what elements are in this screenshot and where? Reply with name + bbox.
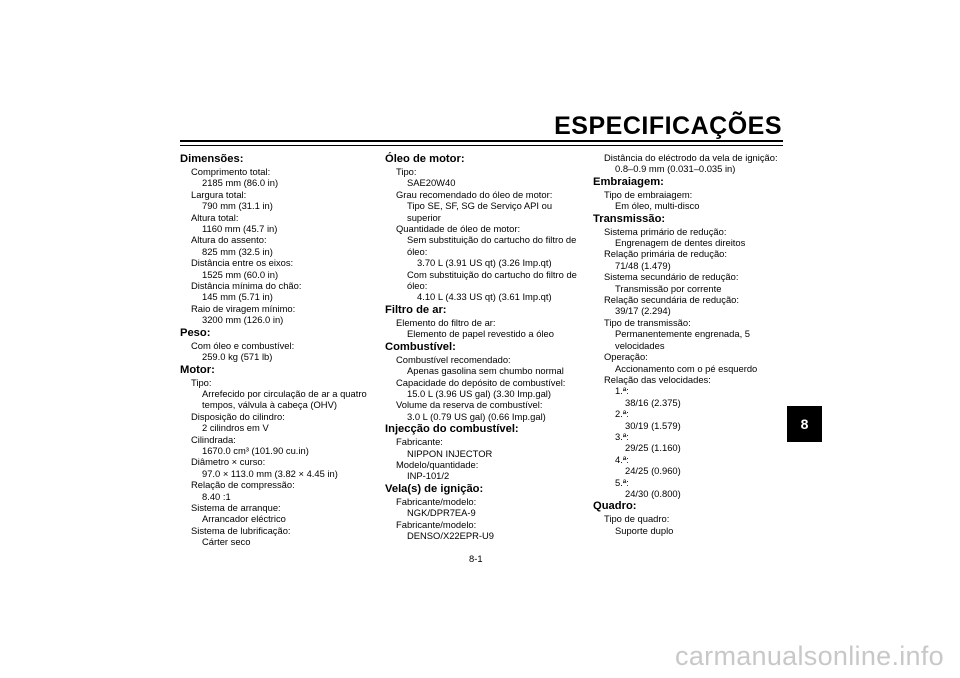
header-rule — [180, 140, 783, 142]
gear-label: 2.ª: — [615, 408, 629, 420]
spec-label: Relação primária de redução: — [604, 248, 727, 260]
spec-label: Diâmetro × curso: — [191, 456, 266, 468]
spec-label: Distância do eléctrodo da vela de ignição: — [604, 152, 778, 163]
spec-label: Cilindrada: — [191, 433, 236, 445]
spec-value: Accionamento com o pé esquerdo — [615, 362, 758, 374]
spec-label: Elemento do filtro de ar: — [396, 316, 496, 328]
page-number: 8-1 — [469, 553, 483, 564]
spec-label: Volume da reserva de combustível: — [396, 399, 543, 411]
spec-sublabel: óleo: — [407, 280, 428, 292]
section-heading-injeccao: Injecção do combustível: — [385, 423, 519, 436]
spec-label: Relação de compressão: — [191, 479, 295, 491]
gear-value: 38/16 (2.375) — [625, 396, 681, 408]
spec-label: Modelo/quantidade: — [396, 458, 479, 470]
spec-value: 3200 mm (126.0 in) — [202, 314, 284, 326]
spec-label: Sistema de arranque: — [191, 501, 281, 513]
spec-label: Sistema secundário de redução: — [604, 271, 739, 283]
section-heading-filtro: Filtro de ar: — [385, 303, 447, 316]
spec-label: Com óleo e combustível: — [191, 339, 295, 351]
spec-value: 3.0 L (0.79 US gal) (0.66 Imp.gal) — [407, 410, 546, 422]
header-rule-thin — [180, 145, 783, 146]
section-heading-embraiagem: Embraiagem: — [593, 175, 664, 188]
gear-value: 24/30 (0.800) — [625, 487, 681, 499]
section-heading-transmissao: Transmissão: — [593, 212, 666, 225]
spec-sublabel: Com substituição do cartucho do filtro de — [407, 268, 577, 280]
column-right — [593, 152, 793, 536]
spec-label: Distância entre os eixos: — [191, 257, 294, 269]
spec-label: Grau recomendado do óleo de motor: — [396, 188, 553, 200]
spec-value: Arrancador eléctrico — [202, 513, 286, 525]
spec-value: DENSO/X22EPR-U9 — [407, 529, 495, 541]
spec-value: 39/17 (2.294) — [615, 305, 671, 317]
spec-value: superior — [407, 211, 441, 223]
spec-label: Disposição do cilindro: — [191, 410, 285, 422]
spec-label: Quantidade de óleo de motor: — [396, 223, 521, 235]
spec-value: Engrenagem de dentes direitos — [615, 237, 746, 249]
spec-value: NGK/DPR7EA-9 — [407, 507, 476, 519]
spec-label: Tipo: — [191, 376, 212, 388]
spec-label: Operação: — [604, 351, 648, 363]
spec-value: 97.0 × 113.0 mm (3.82 × 4.45 in) — [202, 467, 338, 479]
spec-label: Tipo de embraiagem: — [604, 188, 693, 200]
spec-value: 259.0 kg (571 lb) — [202, 351, 273, 363]
gear-value: 29/25 (1.160) — [625, 442, 681, 454]
spec-label: Sistema de lubrificação: — [191, 524, 291, 536]
spec-value: 2 cilindros em V — [202, 422, 269, 434]
spec-value: Apenas gasolina sem chumbo normal — [407, 365, 564, 377]
spec-value: 15.0 L (3.96 US gal) (3.30 Imp.gal) — [407, 387, 551, 399]
section-heading-oleo: Óleo de motor: — [385, 153, 465, 165]
section-heading-peso: Peso: — [180, 326, 211, 339]
spec-value: Elemento de papel revestido a óleo — [407, 328, 554, 340]
spec-label: Altura do assento: — [191, 234, 267, 246]
spec-label: Sistema primário de redução: — [604, 225, 727, 237]
spec-value: 790 mm (31.1 in) — [202, 200, 273, 212]
spec-value: NIPPON INJECTOR — [407, 447, 493, 459]
spec-label: Combustível recomendado: — [396, 353, 511, 365]
spec-label: Capacidade do depósito de combustível: — [396, 376, 566, 388]
gear-label: 4.ª: — [615, 453, 629, 465]
spec-value: INP-101/2 — [407, 470, 450, 482]
spec-value: Permanentemente engrenada, 5 — [615, 328, 750, 340]
spec-value: SAE20W40 — [407, 177, 456, 189]
gear-value: 24/25 (0.960) — [625, 465, 681, 477]
spec-label: Fabricante/modelo: — [396, 495, 477, 507]
spec-value: 0.8–0.9 mm (0.031–0.035 in) — [615, 163, 736, 175]
spec-value: 825 mm (32.5 in) — [202, 245, 273, 257]
spec-value: 2185 mm (86.0 in) — [202, 177, 279, 189]
spec-value: 71/48 (1.479) — [615, 259, 671, 271]
spec-value: Arrefecido por circulação de ar a quatro — [202, 387, 367, 399]
spec-value: Em óleo, multi-disco — [615, 200, 700, 212]
spec-value: 1670.0 cm³ (101.90 cu.in) — [202, 444, 309, 456]
spec-sublabel: óleo: — [407, 245, 428, 257]
spec-sublabel: Sem substituição do cartucho do filtro de — [407, 234, 577, 246]
spec-value: 145 mm (5.71 in) — [202, 291, 273, 303]
section-heading-quadro: Quadro: — [593, 500, 637, 513]
spec-value: 8.40 :1 — [202, 490, 231, 502]
spec-value: Tipo SE, SF, SG de Serviço API ou — [407, 200, 553, 212]
chapter-tab: 8 — [787, 406, 822, 442]
spec-label: Distância mínima do chão: — [191, 280, 302, 292]
section-heading-vela: Vela(s) de ignição: — [385, 482, 484, 495]
spec-label: Altura total: — [191, 211, 239, 223]
spec-value: Transmissão por corrente — [615, 282, 722, 294]
column-left — [180, 152, 375, 548]
spec-value: tempos, válvula à cabeça (OHV) — [202, 399, 337, 411]
spec-label: Relação secundária de redução: — [604, 294, 739, 306]
spec-label: Comprimento total: — [191, 166, 271, 177]
spec-value: Suporte duplo — [615, 524, 674, 536]
section-heading-dimensoes: Dimensões: — [180, 153, 244, 165]
spec-label: Tipo: — [396, 166, 417, 177]
spec-label: Fabricante: — [396, 436, 443, 448]
gear-label: 1.ª: — [615, 385, 629, 397]
spec-label: Relação das velocidades: — [604, 373, 711, 385]
column-middle — [385, 152, 585, 541]
page-title: ESPECIFICAÇÕES — [554, 112, 782, 140]
spec-value: velocidades — [615, 339, 665, 351]
spec-value: 1525 mm (60.0 in) — [202, 268, 279, 280]
spec-value: Cárter seco — [202, 536, 251, 548]
spec-label: Tipo de transmissão: — [604, 316, 691, 328]
watermark: carmanualsonline.info — [675, 641, 944, 671]
spec-value: 4.10 L (4.33 US qt) (3.61 Imp.qt) — [417, 291, 552, 303]
gear-value: 30/19 (1.579) — [625, 419, 681, 431]
spec-label: Raio de viragem mínimo: — [191, 302, 296, 314]
spec-label: Largura total: — [191, 188, 247, 200]
spec-value: 1160 mm (45.7 in) — [202, 223, 278, 235]
gear-label: 3.ª: — [615, 430, 629, 442]
gear-label: 5.ª: — [615, 476, 629, 488]
section-heading-motor: Motor: — [180, 363, 215, 376]
section-heading-combustivel: Combustível: — [385, 340, 456, 353]
spec-value: 3.70 L (3.91 US qt) (3.26 Imp.qt) — [417, 257, 552, 269]
spec-label: Tipo de quadro: — [604, 513, 670, 525]
spec-label: Fabricante/modelo: — [396, 518, 477, 530]
